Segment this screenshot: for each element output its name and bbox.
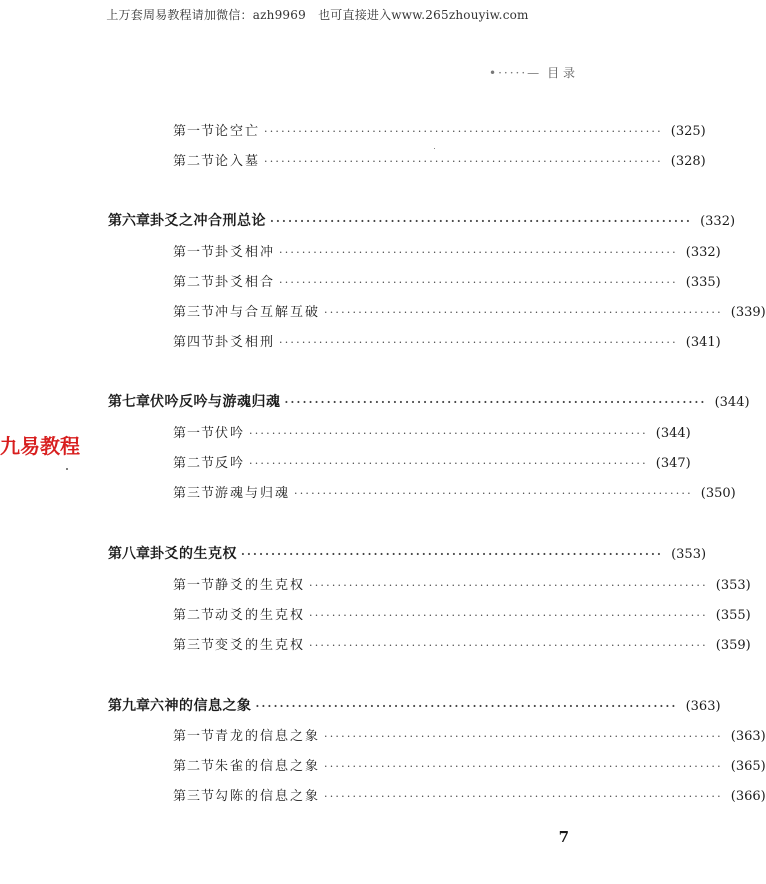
toc-section-row[interactable]: [173, 422, 691, 442]
page-ref: (365): [730, 759, 766, 774]
toc-section-row[interactable]: [173, 271, 721, 291]
chapter-title: 六神的信息之象: [150, 698, 252, 714]
section-title: 朱雀的信息之象: [215, 759, 321, 774]
section-number: 第二节: [173, 154, 216, 169]
dot-leader: ······································································: [264, 155, 663, 168]
page-ref: (332): [700, 214, 736, 229]
chapter-number: 第八章: [108, 546, 150, 562]
dot-leader: ······································································: [279, 246, 678, 259]
toc-section-row[interactable]: [173, 482, 736, 502]
chapter-number: 第九章: [108, 698, 150, 714]
section-number: 第三节: [173, 638, 216, 653]
chapter-title: 卦爻的生克权: [150, 546, 237, 562]
toc-chapter-row[interactable]: [108, 695, 721, 715]
section-number: 第一节: [173, 729, 216, 744]
page-ref: (335): [685, 275, 721, 290]
dot-leader: ······································································: [249, 457, 648, 470]
dot-leader: ······································································: [241, 548, 664, 561]
section-number: 第三节: [173, 305, 216, 320]
dot-leader: ······································································: [270, 215, 693, 228]
toc-section-row[interactable]: [173, 755, 766, 775]
section-number: 第三节: [173, 486, 216, 501]
running-head-title: 目 录: [547, 66, 575, 80]
watermark-text: 九易教程: [0, 434, 80, 458]
page-ref: (366): [730, 789, 766, 804]
section-title: 冲与合互解互破: [215, 305, 321, 320]
page-ref: (363): [730, 729, 766, 744]
section-title: 青龙的信息之象: [215, 729, 321, 744]
dot-leader: ······································································: [324, 306, 723, 319]
section-title: 勾陈的信息之象: [215, 789, 321, 804]
section-number: 第一节: [173, 245, 216, 260]
dot-leader: ······································································: [324, 760, 723, 773]
section-number: 第一节: [173, 578, 216, 593]
toc-chapter-row[interactable]: [108, 391, 750, 411]
section-title: 论空亡: [215, 124, 261, 139]
toc-section-row[interactable]: [173, 120, 706, 140]
dot-leader: ······································································: [264, 125, 663, 138]
toc-section-row[interactable]: [173, 725, 766, 745]
page-ref: (353): [715, 578, 751, 593]
dot-leader: ······································································: [294, 487, 693, 500]
toc-chapter-row[interactable]: [108, 543, 707, 563]
page-number: 7: [558, 828, 569, 846]
section-title: 动爻的生克权: [215, 608, 306, 623]
chapter-number: 第七章: [108, 394, 150, 410]
toc-chapter-row[interactable]: [108, 210, 736, 230]
toc-section-row[interactable]: [173, 331, 721, 351]
page-ref: (344): [655, 426, 691, 441]
dot-leader: ······································································: [249, 427, 648, 440]
section-number: 第一节: [173, 426, 216, 441]
dot-leader: ······································································: [255, 700, 678, 713]
chapter-title: 卦爻之冲合刑总论: [150, 213, 266, 229]
toc-section-row[interactable]: [173, 634, 751, 654]
section-number: 第四节: [173, 335, 216, 350]
page-ref: (328): [670, 154, 706, 169]
section-number: 第二节: [173, 759, 216, 774]
section-title: 论入墓: [215, 154, 261, 169]
section-title: 卦爻相冲: [215, 245, 276, 260]
section-number: 第二节: [173, 275, 216, 290]
dot-leader: ······································································: [309, 639, 708, 652]
chapter-number: 第六章: [108, 213, 150, 229]
page-ref: (339): [730, 305, 766, 320]
section-title: 静爻的生克权: [215, 578, 306, 593]
page-ref: (355): [715, 608, 751, 623]
toc-section-row[interactable]: [173, 604, 751, 624]
speck: [434, 148, 435, 149]
speck: [66, 468, 68, 470]
dot-leader: ······································································: [284, 396, 707, 409]
dot-leader: ······································································: [309, 609, 708, 622]
page-ref: (363): [685, 699, 721, 714]
page-ref: (359): [715, 638, 751, 653]
toc-section-row[interactable]: [173, 452, 691, 472]
toc-section-row[interactable]: [173, 150, 706, 170]
section-title: 变爻的生克权: [215, 638, 306, 653]
section-title: 反吟: [215, 456, 246, 471]
dot-leader: ······································································: [324, 790, 723, 803]
running-head: [489, 64, 575, 81]
chapter-title: 伏吟反吟与游魂归魂: [150, 394, 281, 410]
page-ref: (344): [714, 395, 750, 410]
page-ref: (347): [655, 456, 691, 471]
section-number: 第三节: [173, 789, 216, 804]
section-number: 第二节: [173, 608, 216, 623]
page-ref: (341): [685, 335, 721, 350]
page-ref: (353): [671, 547, 707, 562]
running-head-ornament: •·····—: [489, 65, 542, 80]
section-title: 游魂与归魂: [215, 486, 291, 501]
page-ref: (325): [670, 124, 706, 139]
toc-section-row[interactable]: [173, 574, 751, 594]
toc-section-row[interactable]: [173, 785, 766, 805]
section-title: 卦爻相合: [215, 275, 276, 290]
dot-leader: ······································································: [309, 579, 708, 592]
section-number: 第二节: [173, 456, 216, 471]
page-ref: (350): [700, 486, 736, 501]
section-number: 第一节: [173, 124, 216, 139]
toc-section-row[interactable]: [173, 241, 721, 261]
dot-leader: ······································································: [279, 276, 678, 289]
section-title: 卦爻相刑: [215, 335, 276, 350]
dot-leader: ······································································: [324, 730, 723, 743]
toc-section-row[interactable]: [173, 301, 766, 321]
top-banner: 上万套周易教程请加微信：azh9969 也可直接进入www.265zhouyiw.com: [106, 8, 529, 22]
page-ref: (332): [685, 245, 721, 260]
section-title: 伏吟: [215, 426, 246, 441]
dot-leader: ······································································: [279, 336, 678, 349]
